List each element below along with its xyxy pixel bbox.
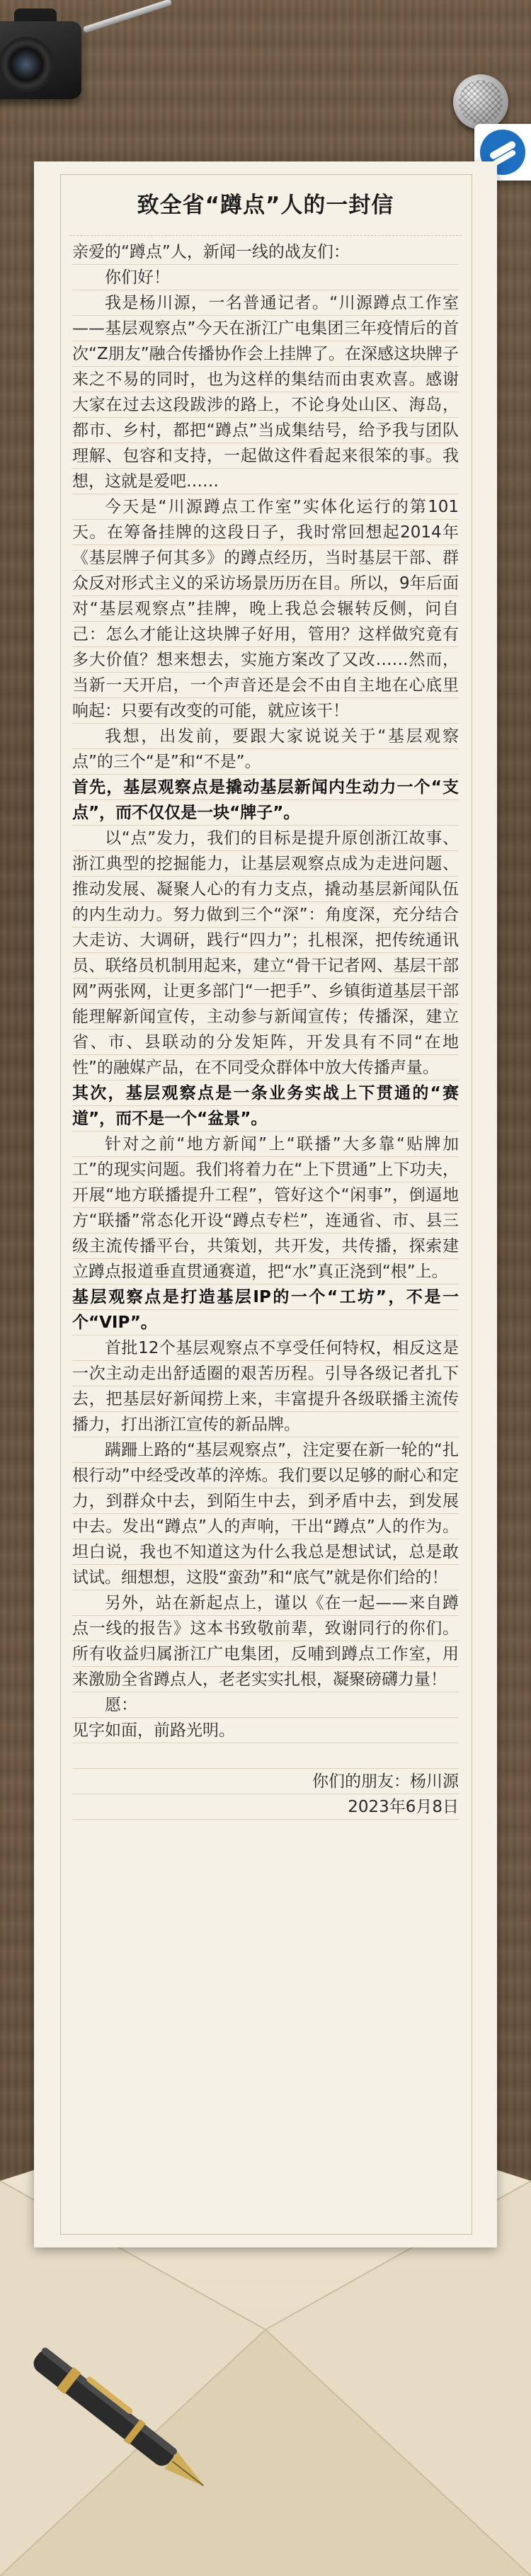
letter-title: 致全省“蹲点”人的一封信	[137, 193, 394, 218]
paragraph-book: 另外，站在新起点上，谨以《在一起——来自蹲点一线的报告》这本书致敬前辈，致谢同行的你们。所有收益归属浙江广电集团，反哺到蹲点工作室，用来激励全省蹲点人，老老实实扎根，凝聚磅礴力量！	[72, 1590, 459, 1692]
blank-line	[72, 1743, 459, 1769]
paragraph-day-101: 今天是“川源蹲点工作室”实体化运行的第101天。在筹备挂牌的这段日子，我时常回想起2014年《基层牌子何其多》的蹲点经历，当时基层干部、群众反对形式主义的采访场景历历在目。所以，9年后面对“基层观察点”挂牌，晚上我总会辗转反侧，问自己：怎么才能让这块牌子好用，管用？这样做究竟有多大价值？想来想去，实施方案改了又改……然而，当新一天开启，一个声音还是会不由自主地在心底里响起：只要有改变的可能，就应该干！	[72, 494, 459, 724]
fountain-pen-icon	[0, 2287, 241, 2556]
pen-icon	[81, 0, 159, 28]
paragraph-intro: 我是杨川源，一名普通记者。“川源蹲点工作室——基层观察点”今天在浙江广电集团三年疫情后的首次“Z朋友”融合传播协作会上挂牌了。在深感这块牌子来之不易的同时，也为这样的集结而由衷欢喜。感谢大家在过去这段跋涉的路上，不论身处山区、海岛，都市、乡村，都把“蹲点”当成集结号，给予我与团队理解、包容和支持，一起做这件看起来很笨的事。我想，这就是爱吧……	[72, 290, 459, 494]
heading-second: 其次，基层观察点是一条业务实战上下贯通的“赛道”，而不是一个“盆景”。	[72, 1081, 459, 1132]
camera-icon	[0, 0, 92, 117]
closing-line: 见字如面，前路光明。	[72, 1718, 459, 1743]
letter-paper	[34, 161, 497, 2247]
paragraph-second: 针对之前“地方新闻”上“联播”大多靠“贴牌加工”的现实问题。我们将着力在“上下贯通”上下功夫，开展“地方联播提升工程”，管好这个“闲事”，倒逼地方“联播”常态化开设“蹲点专栏”，连通省、市、县三级主流传播平台，共策划，共开发，共传播，探索建立蹲点报道垂直贯通赛道，把“水”真正浇到“根”上。	[72, 1132, 459, 1284]
paragraph-three-points: 我想，出发前，要跟大家说说关于“基层观察点”的三个“是”和“不是”。	[72, 724, 459, 775]
salutation: 亲爱的“蹲点”人，新闻一线的战友们：	[72, 239, 459, 265]
paragraph-first: 以“点”发力，我们的目标是提升原创浙江故事、浙江典型的挖掘能力，让基层观察点成为走进问题、推动发展、凝聚人心的有力支点，撬动基层新闻队伍的内生动力。努力做到三个“深”：角度深，充分结合大走访、大调研，践行“四力”；扎根深，把传统通讯员、联络员机制用起来，建立“骨干记者网、基层干部网”两张网，让更多部门“一把手”、乡镇街道基层干部能理解新闻宣传，主动参与新闻宣传；传播深，建立省、市、县联动的分发矩阵，开发具有不同“在地性”的融媒产品，在不同受众群体中放大传播声量。	[72, 826, 459, 1081]
greeting: 你们好！	[72, 265, 459, 290]
paragraph-third: 首批12个基层观察点不享受任何特权，相反这是一次主动走出舒适圈的艰苦历程。引导各级记者扎下去，把基层好新闻捞上来，丰富提升各级联播主流传播力，打出浙江宣传的新品牌。	[72, 1335, 459, 1437]
paragraph-reform: 蹒跚上路的“基层观察点”，注定要在新一轮的“扎根行动”中经受改革的淬炼。我们要以足够的耐心和定力，到群众中去，到陌生中去，到矛盾中去，到发展中去。发出“蹲点”人的声响，干出“蹲点”人的作为。坦白说，我也不知道这为什么我总是想试试，总是敢试试。细想想，这股“蛮劲”和“底气”就是你们给的！	[72, 1437, 459, 1590]
heading-first: 首先，基层观察点是撬动基层新闻内生动力一个“支点”，而不仅仅是一块“牌子”。	[72, 775, 459, 826]
title-divider	[69, 235, 462, 236]
letter-body	[72, 239, 459, 1820]
letter-date: 2023年6月8日	[72, 1794, 459, 1820]
closing-wish: 愿：	[72, 1692, 459, 1718]
heading-third: 基层观察点是打造基层IP的一个“工坊”，不是一个“VIP”。	[72, 1284, 459, 1335]
signature: 你们的朋友：杨川源	[72, 1769, 459, 1794]
